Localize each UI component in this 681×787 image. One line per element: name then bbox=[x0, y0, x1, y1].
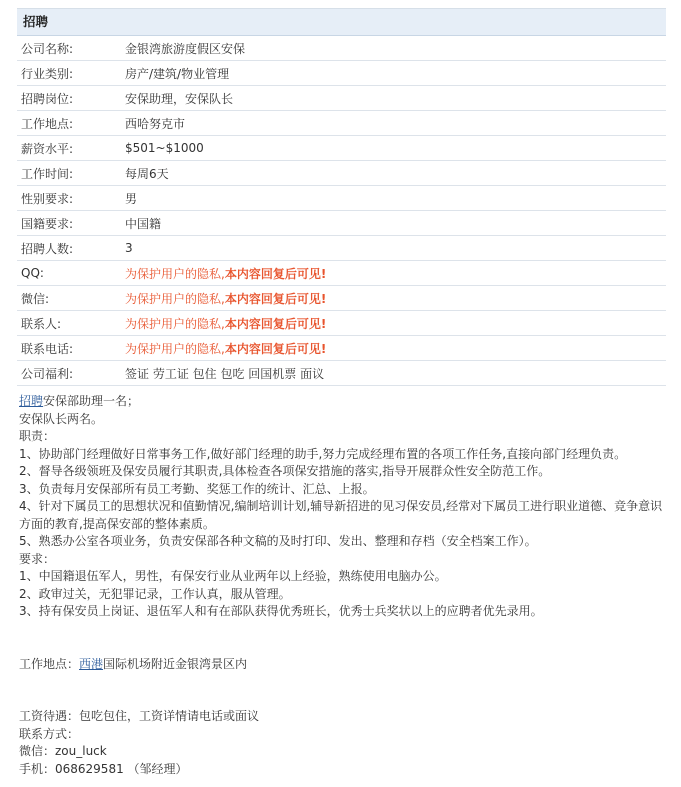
duty-item: 3、负责每月安保部所有员工考勤、奖惩工作的统计、汇总、上报。 bbox=[19, 481, 375, 496]
field-label: 联系电话: bbox=[17, 336, 121, 361]
location-prefix: 工作地点： bbox=[19, 656, 80, 671]
field-label: 性别要求: bbox=[17, 186, 121, 211]
requirement-item: 2、政审过关，无犯罪记录，工作认真，服从管理。 bbox=[19, 586, 291, 601]
field-label: 微信: bbox=[17, 286, 121, 311]
duty-item: 1、协助部门经理做好日常事务工作,做好部门经理的助手,努力完成经理布置的各项工作任务,直接向部门经理负责。 bbox=[19, 446, 627, 461]
table-row bbox=[17, 136, 666, 161]
field-label: 薪资水平: bbox=[17, 136, 121, 161]
desc-line: 安保队长两名。 bbox=[19, 411, 104, 426]
table-row bbox=[17, 86, 666, 111]
desc-line bbox=[19, 393, 669, 411]
table-row-phone bbox=[17, 336, 666, 361]
field-label: 公司名称: bbox=[17, 36, 121, 61]
privacy-prefix: 为保护用户的隐私, bbox=[125, 316, 225, 331]
salary-line: 工资待遇：包吃包住，工资详情请电话或面议 bbox=[19, 709, 260, 723]
field-value: 安保助理，安保队长 bbox=[121, 86, 666, 111]
field-value: 签证 劳工证 包住 包吃 回国机票 面议 bbox=[121, 361, 666, 386]
privacy-emphasis: 本内容回复后可见! bbox=[224, 291, 327, 306]
table-row-contact-person bbox=[17, 311, 666, 336]
location-line bbox=[19, 656, 669, 674]
table-row-qq bbox=[17, 261, 666, 286]
field-value: $501~$1000 bbox=[121, 136, 666, 161]
duties-title: 职责： bbox=[19, 429, 56, 443]
table-row bbox=[17, 111, 666, 136]
contact-title: 联系方式： bbox=[19, 726, 80, 741]
field-label: 国籍要求: bbox=[17, 211, 121, 236]
privacy-notice bbox=[121, 261, 666, 286]
info-table bbox=[17, 36, 666, 386]
field-value: 每周6天 bbox=[121, 161, 666, 186]
field-label: 工作时间: bbox=[17, 161, 121, 186]
spacer bbox=[19, 621, 669, 656]
table-row bbox=[17, 186, 666, 211]
location-rest: 国际机场附近金银湾景区内 bbox=[103, 656, 248, 671]
duty-item: 5、熟悉办公室各项业务，负责安保部各种文稿的及时打印、发出、整理和存档（安全档案工作）。 bbox=[19, 534, 537, 548]
table-row-wechat bbox=[17, 286, 666, 311]
recruit-link[interactable]: 招聘 bbox=[19, 394, 44, 408]
table-row bbox=[17, 36, 666, 61]
duty-item: 4、针对下属员工的思想状况和值勤情况,编制培训计划,辅导新招进的见习保安员,经常对下属员工进行职业道德、竞争意识方面的教育,提高保安部的整体素质。 bbox=[19, 499, 663, 531]
field-value: 3 bbox=[121, 236, 666, 261]
field-label: 公司福利: bbox=[17, 361, 121, 386]
wechat-line: 微信：zou_luck bbox=[19, 744, 107, 758]
field-label: 工作地点: bbox=[17, 111, 121, 136]
privacy-emphasis: 本内容回复后可见! bbox=[224, 341, 327, 356]
field-label: QQ: bbox=[17, 261, 121, 286]
desc-text: 安保部助理一名； bbox=[43, 394, 140, 408]
location-link[interactable]: 西港 bbox=[79, 656, 104, 671]
table-row bbox=[17, 211, 666, 236]
table-row bbox=[17, 161, 666, 186]
privacy-notice bbox=[121, 336, 666, 361]
field-label: 行业类别: bbox=[17, 61, 121, 86]
field-value: 男 bbox=[121, 186, 666, 211]
job-description bbox=[19, 393, 669, 778]
privacy-notice bbox=[121, 311, 666, 336]
field-value: 房产/建筑/物业管理 bbox=[121, 61, 666, 86]
requirements-title: 要求： bbox=[19, 551, 56, 566]
top-divider bbox=[17, 0, 666, 9]
spacer bbox=[19, 673, 669, 708]
requirement-item: 3、持有保安员上岗证、退伍军人和有在部队获得优秀班长，优秀士兵奖状以上的应聘者优先录用。 bbox=[19, 604, 543, 618]
job-listing bbox=[17, 0, 666, 386]
field-label: 招聘人数: bbox=[17, 236, 121, 261]
privacy-prefix: 为保护用户的隐私, bbox=[125, 341, 225, 356]
phone-line: 手机：068629581 （邹经理） bbox=[19, 761, 188, 776]
field-label: 联系人: bbox=[17, 311, 121, 336]
section-title: 招聘 bbox=[17, 9, 666, 36]
field-value: 中国籍 bbox=[121, 211, 666, 236]
field-value: 西哈努克市 bbox=[121, 111, 666, 136]
table-row-benefits bbox=[17, 361, 666, 386]
table-row bbox=[17, 236, 666, 261]
requirement-item: 1、中国籍退伍军人，男性，有保安行业从业两年以上经验，熟练使用电脑办公。 bbox=[19, 569, 447, 583]
privacy-prefix: 为保护用户的隐私, bbox=[125, 266, 225, 281]
privacy-notice bbox=[121, 286, 666, 311]
table-row bbox=[17, 61, 666, 86]
privacy-prefix: 为保护用户的隐私, bbox=[125, 291, 225, 306]
field-label: 招聘岗位: bbox=[17, 86, 121, 111]
privacy-emphasis: 本内容回复后可见! bbox=[224, 266, 327, 281]
field-value: 金银湾旅游度假区安保 bbox=[121, 36, 666, 61]
privacy-emphasis: 本内容回复后可见! bbox=[224, 316, 327, 331]
duty-item: 2、督导各级领班及保安员履行其职责,具体检查各项保安措施的落实,指导开展群众性安全防范工作。 bbox=[19, 464, 551, 478]
